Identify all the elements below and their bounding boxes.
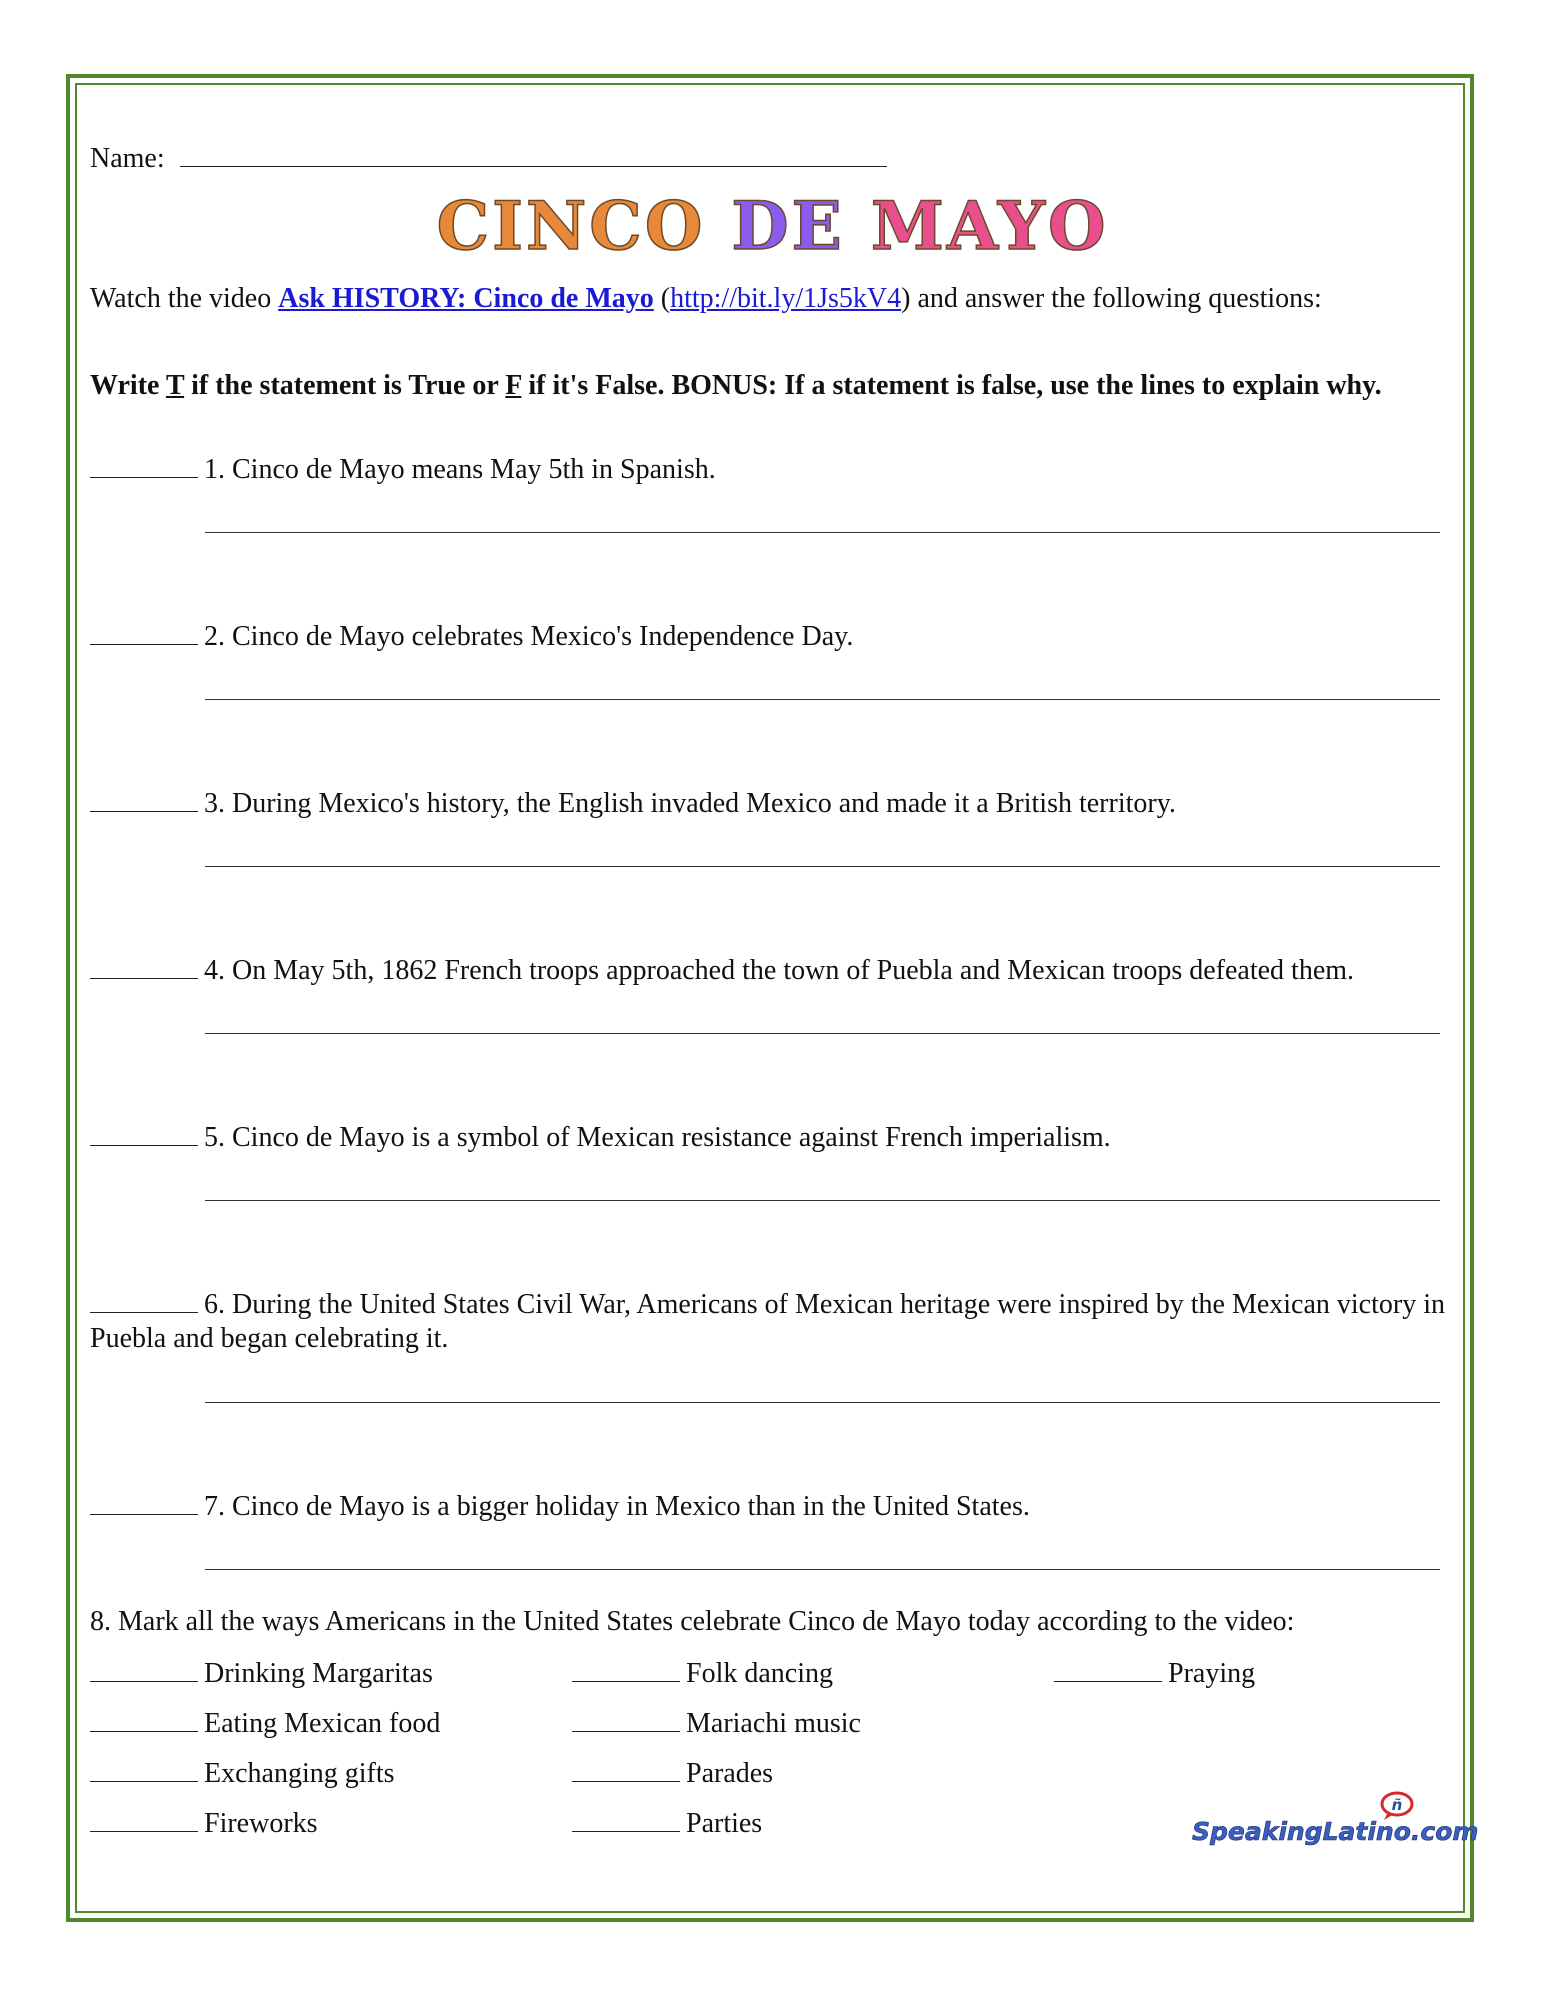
option-label: Praying xyxy=(1168,1658,1256,1689)
title-word-de: DE xyxy=(731,187,845,265)
instr-part2: if the statement is True or xyxy=(184,370,506,401)
question-7 xyxy=(90,1488,1460,1524)
speakinglatino-logo xyxy=(1190,1790,1479,1850)
option-label: Eating Mexican food xyxy=(204,1708,441,1739)
logo-bubble-letter: ñ xyxy=(1391,1796,1403,1814)
question-2 xyxy=(90,618,1460,654)
option-blank[interactable] xyxy=(572,1705,680,1732)
logo-text: SpeakingLatino.com xyxy=(1192,1817,1479,1846)
option-label: Fireworks xyxy=(204,1808,318,1839)
instr-false-letter: F xyxy=(505,370,522,401)
option-exchanging-gifts xyxy=(90,1755,395,1791)
option-label: Drinking Margaritas xyxy=(204,1658,433,1689)
option-label: Folk dancing xyxy=(686,1658,833,1689)
question-text-2: 2. Cinco de Mayo celebrates Mexico's Independence Day. xyxy=(204,621,854,652)
question-text-3: 3. During Mexico's history, the English invaded Mexico and made it a British territory. xyxy=(204,788,1176,819)
explain-line-4[interactable] xyxy=(205,1033,1440,1034)
question-text-6: 6. During the United States Civil War, Americans of Mexican heritage were inspired by the Mexican victory in Puebla and began celebrating it. xyxy=(90,1289,1445,1354)
instr-part1: Write xyxy=(90,370,166,401)
answer-blank-7[interactable] xyxy=(90,1488,198,1515)
option-blank[interactable] xyxy=(572,1655,680,1682)
name-label: Name: xyxy=(90,143,165,174)
option-praying xyxy=(1054,1655,1255,1691)
option-label: Parades xyxy=(686,1758,774,1789)
question-text-4: 4. On May 5th, 1862 French troops approached the town of Puebla and Mexican troops defeated them. xyxy=(204,955,1355,986)
intro-paren: ( xyxy=(653,283,671,314)
instr-part3: if it's False. BONUS: If a statement is false, use the lines to explain why. xyxy=(521,370,1382,401)
explain-line-5[interactable] xyxy=(205,1200,1440,1201)
answer-blank-4[interactable] xyxy=(90,952,198,979)
option-folk-dancing xyxy=(572,1655,833,1691)
video-link[interactable]: Ask HISTORY: Cinco de Mayo xyxy=(278,283,654,314)
intro-suffix: ) and answer the following questions: xyxy=(901,283,1322,314)
answer-blank-2[interactable] xyxy=(90,618,198,645)
option-parties xyxy=(572,1805,762,1841)
option-label: Exchanging gifts xyxy=(204,1758,395,1789)
answer-blank-1[interactable] xyxy=(90,451,198,478)
explain-line-3[interactable] xyxy=(205,866,1440,867)
question-3 xyxy=(90,785,1460,821)
option-blank[interactable] xyxy=(90,1755,198,1782)
option-fireworks xyxy=(90,1805,318,1841)
question-text-5: 5. Cinco de Mayo is a symbol of Mexican resistance against French imperialism. xyxy=(204,1122,1111,1153)
explain-line-6[interactable] xyxy=(205,1402,1440,1403)
title-word-mayo: MAYO xyxy=(870,187,1109,265)
option-parades xyxy=(572,1755,773,1791)
option-label: Parties xyxy=(686,1808,763,1839)
answer-blank-6[interactable] xyxy=(90,1286,198,1313)
video-url-link[interactable]: http://bit.ly/1Js5kV4 xyxy=(670,283,902,314)
question-text-1: 1. Cinco de Mayo means May 5th in Spanish. xyxy=(204,454,716,485)
question-4 xyxy=(90,952,1460,988)
option-blank[interactable] xyxy=(90,1705,198,1732)
instr-true-letter: T xyxy=(165,370,185,401)
worksheet-title xyxy=(0,186,1545,266)
option-blank[interactable] xyxy=(1054,1655,1162,1682)
option-blank[interactable] xyxy=(90,1655,198,1682)
logo-graphic xyxy=(1190,1790,1479,1850)
question-5 xyxy=(90,1119,1460,1155)
answer-blank-5[interactable] xyxy=(90,1119,198,1146)
option-blank[interactable] xyxy=(90,1805,198,1832)
explain-line-7[interactable] xyxy=(205,1569,1440,1570)
option-blank[interactable] xyxy=(572,1755,680,1782)
explain-line-1[interactable] xyxy=(205,532,1440,533)
instructions xyxy=(90,368,1450,404)
question-text-7: 7. Cinco de Mayo is a bigger holiday in Mexico than in the United States. xyxy=(204,1491,1030,1522)
name-blank[interactable] xyxy=(180,140,887,167)
intro-text xyxy=(90,282,1322,316)
name-field-row xyxy=(90,140,887,176)
explain-line-2[interactable] xyxy=(205,699,1440,700)
option-label: Mariachi music xyxy=(686,1708,861,1739)
option-mariachi-music xyxy=(572,1705,861,1741)
question-1 xyxy=(90,451,1460,487)
option-eating-mexican-food xyxy=(90,1705,440,1741)
option-drinking-margaritas xyxy=(90,1655,433,1691)
question-8-prompt: 8. Mark all the ways Americans in the United States celebrate Cinco de Mayo today according to the video: xyxy=(90,1606,1295,1637)
answer-blank-3[interactable] xyxy=(90,785,198,812)
option-blank[interactable] xyxy=(572,1805,680,1832)
title-word-cinco: CINCO xyxy=(436,187,706,265)
intro-prefix: Watch the video xyxy=(90,283,279,314)
question-6 xyxy=(90,1286,1460,1356)
